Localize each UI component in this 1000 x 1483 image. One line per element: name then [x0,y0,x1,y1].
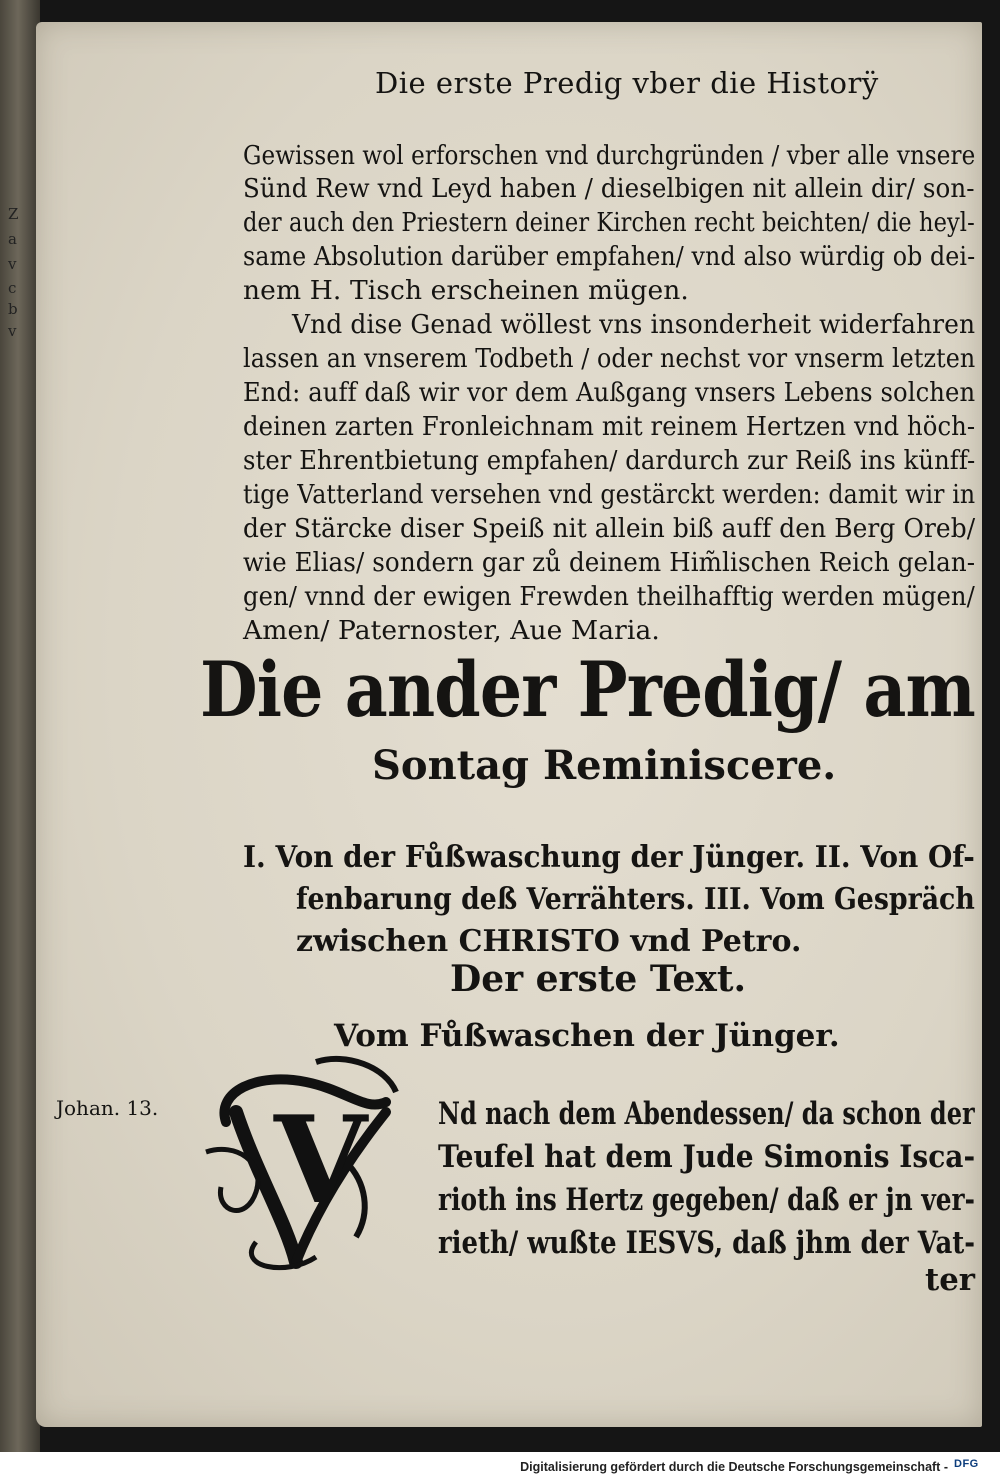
body-line: Amen/ Paternoster, Aue Maria. [243,615,660,646]
body-line: nem H. Tisch erscheinen mügen. [243,275,689,306]
prev-page-fragment: v [8,322,17,340]
body-line: gen/ vnnd der ewigen Frewden theilhafftig werden mügen/ [243,581,975,612]
prev-page-fragment: c [8,279,17,297]
body-line: ster Ehrentbietung empfahen/ dardurch zur Reiß ins künff- [243,445,976,476]
summary-line: zwischen CHRISTO vnd Petro. [296,924,802,959]
footer-bar [0,1452,1000,1483]
body-line: Vnd dise Genad wöllest vns insonderheit widerfahren [292,309,976,340]
body-line: der auch den Priestern deiner Kirchen recht beichten/ die heyl- [243,207,975,238]
drop-cap-letter: V [274,1090,368,1231]
prev-page-fragment: a [8,230,17,248]
drop-cap-line: ter [925,1262,976,1298]
body-line: same Absolution darüber empfahen/ vnd also würdig ob dei- [243,241,976,272]
prev-page-fragment: b [8,300,18,318]
prev-page-fragment: Z [8,205,19,223]
sermon-heading: Die ander Predig/ am [200,645,975,734]
drop-cap-line: rieth/ wußte IESVS, daß jhm der Vat- [438,1225,975,1261]
body-line: der Stärcke diser Speiß nit allein biß auff den Berg Oreb/ [243,513,976,544]
body-line: tige Vatterland versehen vnd gestärckt werden: damit wir in [243,479,976,510]
body-line: Sünd Rew vnd Leyd haben / dieselbigen nit allein dir/ son- [243,173,975,204]
margin-note: Johan. 13. [56,1096,159,1120]
text-label: Der erste Text. [450,958,747,1000]
prev-page-fragment: v [8,255,17,273]
footer-credit: Digitalisierung gefördert durch die Deutsche Forschungsgemeinschaft - [520,1460,948,1474]
running-head: Die erste Predig vber die Historÿ [375,66,879,100]
drop-cap-line: Teufel hat dem Jude Simonis Isca- [438,1139,976,1175]
body-line: End: auff daß wir vor dem Außgang vnsers Lebens solchen [243,377,976,408]
dfg-logo: DFG [954,1458,979,1470]
drop-cap-line: rioth ins Hertz gegeben/ daß er jn ver- [438,1182,975,1218]
drop-cap-line: Nd nach dem Abendessen/ da schon der [438,1096,975,1132]
text-title: Vom Fůßwaschen der Jünger. [334,1018,840,1054]
body-line: wie Elias/ sondern gar zů deinem Him̃lischen Reich gelan- [243,547,976,578]
body-line: Gewissen wol erforschen vnd durchgründen / vber alle vnsere [243,140,976,171]
summary-line: fenbarung deß Verrähters. III. Vom Gespräch [296,882,975,917]
summary-line: I. Von der Fůßwaschung der Jünger. II. Von Of- [243,840,975,875]
sermon-subheading: Sontag Reminiscere. [372,742,837,789]
decorated-initial-ornament [196,1052,408,1277]
body-line: deinen zarten Fronleichnam mit reinem Hertzen vnd höch- [243,411,976,442]
decorated-initial [196,1052,408,1277]
previous-page-edge [0,0,40,1452]
body-line: lassen an vnserem Todbeth / oder nechst vor vnserm letzten [243,343,976,374]
